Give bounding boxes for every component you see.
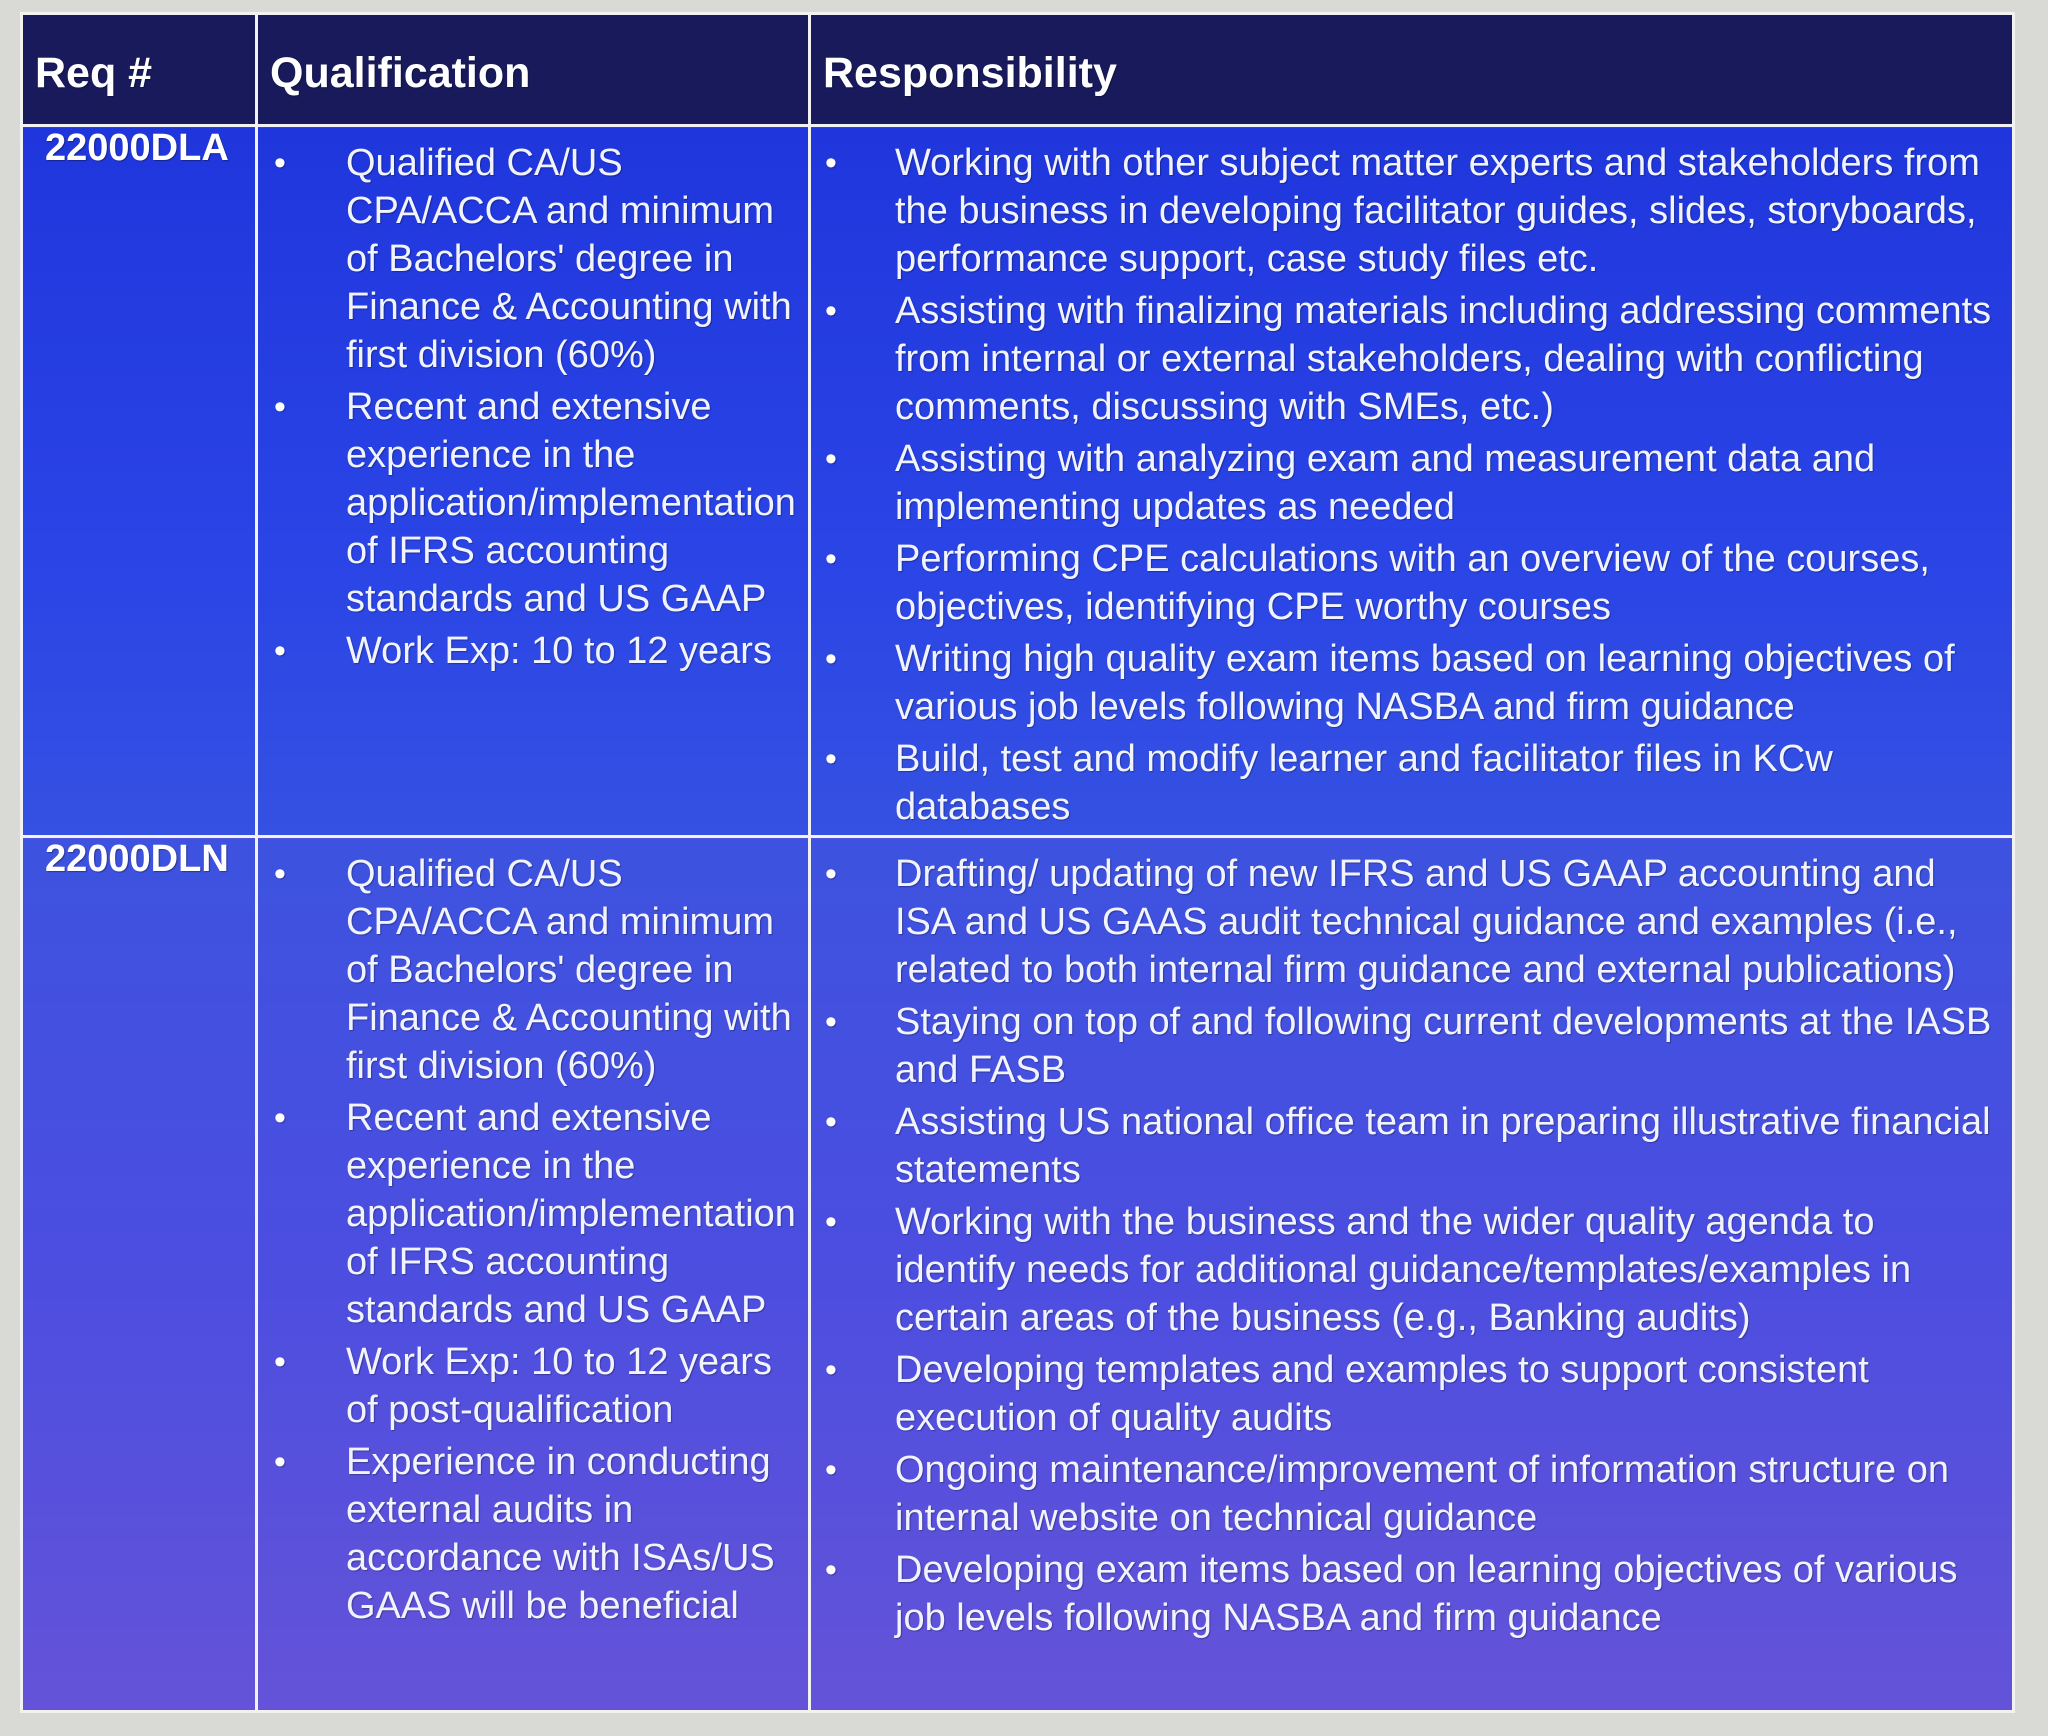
bullet-icon: • <box>274 388 286 426</box>
responsibility-text: Working with the business and the wider quality agenda to identify needs for additional guidance/templates/examples in certain areas of the business (e.g., Banking audits) <box>895 1201 1912 1339</box>
responsibility-text: Performing CPE calculations with an overview of the courses, objectives, identifying CPE worthy courses <box>895 538 1930 628</box>
responsibility-cell <box>810 837 2014 1712</box>
qualification-text: Qualified CA/US CPA/ACCA and minimum of Bachelors' degree in Finance & Accounting with first division (60%) <box>346 853 792 1087</box>
bullet-icon: • <box>825 855 837 893</box>
responsibility-list <box>815 127 2004 831</box>
header-req-number: Req # <box>22 14 257 126</box>
bullet-icon: • <box>825 1551 837 1589</box>
list-item <box>264 139 808 379</box>
responsibility-text: Developing templates and examples to support consistent execution of quality audits <box>895 1349 1869 1439</box>
table-row <box>22 126 2014 837</box>
req-number-cell: 22000DLA <box>22 126 257 837</box>
responsibility-text: Working with other subject matter experts and stakeholders from the business in developing facilitator guides, slides, storyboards, performance support, case study files etc. <box>895 142 1980 280</box>
bullet-icon: • <box>274 144 286 182</box>
responsibility-text: Writing high quality exam items based on learning objectives of various job levels following NASBA and firm guidance <box>895 638 1955 728</box>
req-number-cell: 22000DLN <box>22 837 257 1712</box>
list-item <box>815 1546 2004 1642</box>
responsibility-text: Assisting US national office team in preparing illustrative financial statements <box>895 1101 1991 1191</box>
responsibility-text: Drafting/ updating of new IFRS and US GAAP accounting and ISA and US GAAS audit technical guidance and examples (i.e., related to both internal firm guidance and external publications) <box>895 853 1958 991</box>
bullet-icon: • <box>825 1451 837 1489</box>
table-header-row <box>22 14 2014 126</box>
list-item <box>815 1446 2004 1542</box>
qualification-text: Work Exp: 10 to 12 years <box>346 630 772 672</box>
requirements-table-container <box>20 12 2015 1707</box>
table-row <box>22 837 2014 1712</box>
responsibility-text: Build, test and modify learner and facilitator files in KCw databases <box>895 738 1833 828</box>
list-item <box>264 850 808 1090</box>
responsibility-text: Staying on top of and following current developments at the IASB and FASB <box>895 1001 1992 1091</box>
bullet-icon: • <box>825 740 837 778</box>
bullet-icon: • <box>825 144 837 182</box>
bullet-icon: • <box>825 292 837 330</box>
bullet-icon: • <box>825 1351 837 1389</box>
list-item <box>264 1438 808 1630</box>
list-item <box>264 627 808 675</box>
bullet-icon: • <box>274 1099 286 1137</box>
list-item <box>815 139 2004 283</box>
responsibility-text: Assisting with finalizing materials including addressing comments from internal or external stakeholders, dealing with conflicting comments, discussing with SMEs, etc.) <box>895 290 1992 428</box>
qualification-text: Qualified CA/US CPA/ACCA and minimum of Bachelors' degree in Finance & Accounting with first division (60%) <box>346 142 792 376</box>
qualification-text: Work Exp: 10 to 12 years of post-qualification <box>346 1341 772 1431</box>
responsibility-text: Assisting with analyzing exam and measurement data and implementing updates as needed <box>895 438 1876 528</box>
bullet-icon: • <box>825 640 837 678</box>
qualification-text: Experience in conducting external audits in accordance with ISAs/US GAAS will be beneficial <box>346 1441 775 1627</box>
header-responsibility: Responsibility <box>810 14 2014 126</box>
list-item <box>815 1098 2004 1194</box>
list-item <box>815 1346 2004 1442</box>
list-item <box>815 535 2004 631</box>
qualification-text: Recent and extensive experience in the application/implementation of IFRS accounting standards and US GAAP <box>346 386 796 620</box>
list-item <box>815 435 2004 531</box>
qualification-list <box>264 127 808 675</box>
qualification-cell <box>257 837 810 1712</box>
header-qualification: Qualification <box>257 14 810 126</box>
bullet-icon: • <box>274 855 286 893</box>
bullet-icon: • <box>825 1003 837 1041</box>
list-item <box>815 1198 2004 1342</box>
bullet-icon: • <box>274 1343 286 1381</box>
bullet-icon: • <box>825 1103 837 1141</box>
list-item <box>815 635 2004 731</box>
bullet-icon: • <box>825 440 837 478</box>
bullet-icon: • <box>274 632 286 670</box>
responsibility-cell <box>810 126 2014 837</box>
list-item <box>264 383 808 623</box>
qualification-text: Recent and extensive experience in the application/implementation of IFRS accounting standards and US GAAP <box>346 1097 796 1331</box>
qualification-list <box>264 838 808 1630</box>
list-item <box>264 1338 808 1434</box>
bullet-icon: • <box>825 1203 837 1241</box>
responsibility-text: Developing exam items based on learning objectives of various job levels following NASBA and firm guidance <box>895 1549 1958 1639</box>
list-item <box>815 998 2004 1094</box>
list-item <box>815 287 2004 431</box>
qualification-cell <box>257 126 810 837</box>
responsibility-text: Ongoing maintenance/improvement of information structure on internal website on technical guidance <box>895 1449 1949 1539</box>
list-item <box>264 1094 808 1334</box>
requirements-table <box>20 12 2015 1713</box>
bullet-icon: • <box>825 540 837 578</box>
bullet-icon: • <box>274 1443 286 1481</box>
list-item <box>815 850 2004 994</box>
list-item <box>815 735 2004 831</box>
responsibility-list <box>815 838 2004 1642</box>
